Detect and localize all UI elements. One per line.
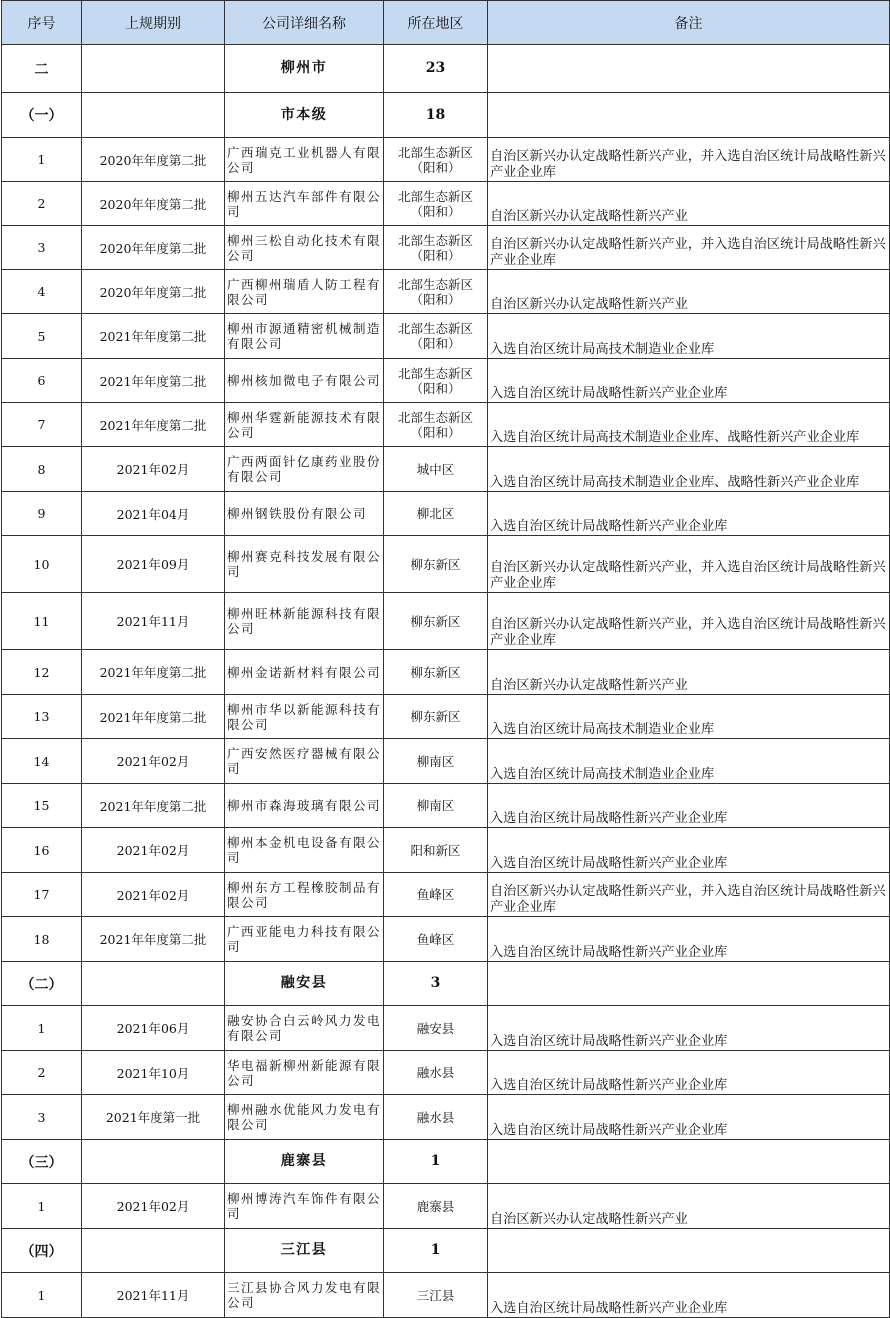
table-group-row bbox=[2, 45, 890, 93]
header-area: 所在地区 bbox=[384, 1, 488, 45]
remarks-cell: 入选自治区统计局战略性新兴产业企业库 bbox=[488, 492, 890, 536]
company-name-cell: 市本级 bbox=[225, 93, 384, 138]
serial-number-cell: 12 bbox=[2, 650, 82, 695]
period-cell: 2021年02月 bbox=[82, 447, 225, 492]
table-row bbox=[2, 138, 890, 182]
company-name-cell: 三江县协合风力发电有限公司 bbox=[225, 1273, 384, 1318]
company-name-cell: 柳州赛克科技发展有限公司 bbox=[225, 536, 384, 593]
table-row bbox=[2, 650, 890, 695]
period-cell bbox=[82, 93, 225, 138]
period-cell: 2021年年度第二批 bbox=[82, 917, 225, 962]
enterprise-table bbox=[1, 0, 890, 1318]
company-name-cell: 广西安然医疗器械有限公司 bbox=[225, 739, 384, 784]
remarks-cell: 自治区新兴办认定战略性新兴产业 bbox=[488, 270, 890, 314]
area-cell: 柳东新区 bbox=[384, 593, 488, 650]
table-group-row bbox=[2, 962, 890, 1006]
serial-number-cell: 1 bbox=[2, 1273, 82, 1318]
table-row bbox=[2, 593, 890, 650]
table-row bbox=[2, 270, 890, 314]
serial-number-cell: 7 bbox=[2, 403, 82, 447]
serial-number-cell: 18 bbox=[2, 917, 82, 962]
remarks-cell: 入选自治区统计局高技术制造业企业库、战略性新兴产业企业库 bbox=[488, 447, 890, 492]
remarks-cell: 入选自治区统计局战略性新兴产业企业库 bbox=[488, 917, 890, 962]
serial-number-cell: 5 bbox=[2, 314, 82, 359]
company-name-cell: 广西两面针亿康药业股份有限公司 bbox=[225, 447, 384, 492]
area-cell: 融水县 bbox=[384, 1051, 488, 1095]
area-cell: 1 bbox=[384, 1140, 488, 1184]
period-cell: 2021年年度第二批 bbox=[82, 403, 225, 447]
table-header bbox=[2, 1, 890, 45]
serial-number-cell: 1 bbox=[2, 138, 82, 182]
serial-number-cell: 17 bbox=[2, 873, 82, 917]
table-row bbox=[2, 536, 890, 593]
company-name-cell: 柳州本金机电设备有限公司 bbox=[225, 828, 384, 873]
area-cell: 北部生态新区（阳和） bbox=[384, 270, 488, 314]
table-group-row bbox=[2, 1229, 890, 1273]
serial-number-cell: 11 bbox=[2, 593, 82, 650]
serial-number-cell: （四） bbox=[2, 1229, 82, 1273]
area-cell: 北部生态新区（阳和） bbox=[384, 182, 488, 226]
company-name-cell: 柳州五达汽车部件有限公司 bbox=[225, 182, 384, 226]
remarks-cell bbox=[488, 1140, 890, 1184]
period-cell: 2021年02月 bbox=[82, 1184, 225, 1229]
remarks-cell bbox=[488, 45, 890, 93]
serial-number-cell: 1 bbox=[2, 1184, 82, 1229]
table-row bbox=[2, 695, 890, 739]
table-row bbox=[2, 828, 890, 873]
period-cell: 2021年年度第二批 bbox=[82, 784, 225, 828]
area-cell: 鹿寨县 bbox=[384, 1184, 488, 1229]
serial-number-cell: 2 bbox=[2, 1051, 82, 1095]
table-row bbox=[2, 226, 890, 270]
company-name-cell: 柳州核加微电子有限公司 bbox=[225, 359, 384, 403]
area-cell: 鱼峰区 bbox=[384, 917, 488, 962]
serial-number-cell: 3 bbox=[2, 226, 82, 270]
company-name-cell: 柳州东方工程橡胶制品有限公司 bbox=[225, 873, 384, 917]
serial-number-cell: 10 bbox=[2, 536, 82, 593]
company-name-cell: 广西柳州瑞盾人防工程有限公司 bbox=[225, 270, 384, 314]
company-name-cell: 柳州三松自动化技术有限公司 bbox=[225, 226, 384, 270]
header-period: 上规期别 bbox=[82, 1, 225, 45]
period-cell: 2020年年度第二批 bbox=[82, 270, 225, 314]
company-name-cell: 柳州博涛汽车饰件有限公司 bbox=[225, 1184, 384, 1229]
period-cell: 2021年11月 bbox=[82, 1273, 225, 1318]
serial-number-cell: （一） bbox=[2, 93, 82, 138]
table-group-row bbox=[2, 93, 890, 138]
area-cell: 北部生态新区（阳和） bbox=[384, 138, 488, 182]
period-cell: 2020年年度第二批 bbox=[82, 226, 225, 270]
serial-number-cell: （二） bbox=[2, 962, 82, 1006]
company-name-cell: 柳州市森海玻璃有限公司 bbox=[225, 784, 384, 828]
period-cell: 2021年10月 bbox=[82, 1051, 225, 1095]
remarks-cell bbox=[488, 962, 890, 1006]
remarks-cell: 自治区新兴办认定战略性新兴产业 bbox=[488, 182, 890, 226]
area-cell: 北部生态新区（阳和） bbox=[384, 314, 488, 359]
area-cell: 北部生态新区（阳和） bbox=[384, 226, 488, 270]
remarks-cell bbox=[488, 93, 890, 138]
remarks-cell: 入选自治区统计局战略性新兴产业企业库 bbox=[488, 784, 890, 828]
company-name-cell: 融安县 bbox=[225, 962, 384, 1006]
company-name-cell: 柳州融水优能风力发电有限公司 bbox=[225, 1095, 384, 1140]
remarks-cell: 自治区新兴办认定战略性新兴产业，并入选自治区统计局战略性新兴产业企业库 bbox=[488, 138, 890, 182]
table-row bbox=[2, 403, 890, 447]
table-row bbox=[2, 739, 890, 784]
serial-number-cell: 3 bbox=[2, 1095, 82, 1140]
serial-number-cell: 6 bbox=[2, 359, 82, 403]
table-row bbox=[2, 1184, 890, 1229]
company-name-cell: 柳州旺林新能源科技有限公司 bbox=[225, 593, 384, 650]
serial-number-cell: 9 bbox=[2, 492, 82, 536]
serial-number-cell: 8 bbox=[2, 447, 82, 492]
table-row bbox=[2, 917, 890, 962]
serial-number-cell: 15 bbox=[2, 784, 82, 828]
area-cell: 融安县 bbox=[384, 1006, 488, 1051]
area-cell: 融水县 bbox=[384, 1095, 488, 1140]
remarks-cell: 自治区新兴办认定战略性新兴产业，并入选自治区统计局战略性新兴产业企业库 bbox=[488, 536, 890, 593]
table-row bbox=[2, 314, 890, 359]
area-cell: 北部生态新区（阳和） bbox=[384, 359, 488, 403]
area-cell: 柳东新区 bbox=[384, 650, 488, 695]
remarks-cell: 入选自治区统计局战略性新兴产业企业库 bbox=[488, 1006, 890, 1051]
company-name-cell: 柳州钢铁股份有限公司 bbox=[225, 492, 384, 536]
company-name-cell: 华电福新柳州新能源有限公司 bbox=[225, 1051, 384, 1095]
table-row bbox=[2, 1095, 890, 1140]
area-cell: 18 bbox=[384, 93, 488, 138]
remarks-cell: 自治区新兴办认定战略性新兴产业 bbox=[488, 1184, 890, 1229]
company-name-cell: 柳州华霆新能源技术有限公司 bbox=[225, 403, 384, 447]
remarks-cell: 自治区新兴办认定战略性新兴产业，并入选自治区统计局战略性新兴产业企业库 bbox=[488, 226, 890, 270]
serial-number-cell: 二 bbox=[2, 45, 82, 93]
serial-number-cell: 2 bbox=[2, 182, 82, 226]
area-cell: 城中区 bbox=[384, 447, 488, 492]
area-cell: 阳和新区 bbox=[384, 828, 488, 873]
period-cell bbox=[82, 1229, 225, 1273]
period-cell: 2021年02月 bbox=[82, 828, 225, 873]
remarks-cell: 自治区新兴办认定战略性新兴产业，并入选自治区统计局战略性新兴产业企业库 bbox=[488, 873, 890, 917]
area-cell: 北部生态新区（阳和） bbox=[384, 403, 488, 447]
header-remarks: 备注 bbox=[488, 1, 890, 45]
header-company-name: 公司详细名称 bbox=[225, 1, 384, 45]
period-cell: 2020年年度第二批 bbox=[82, 138, 225, 182]
period-cell: 2021年06月 bbox=[82, 1006, 225, 1051]
period-cell: 2021年11月 bbox=[82, 593, 225, 650]
company-name-cell: 三江县 bbox=[225, 1229, 384, 1273]
period-cell: 2021年度第一批 bbox=[82, 1095, 225, 1140]
area-cell: 1 bbox=[384, 1229, 488, 1273]
serial-number-cell: 14 bbox=[2, 739, 82, 784]
area-cell: 柳南区 bbox=[384, 739, 488, 784]
company-name-cell: 广西瑞克工业机器人有限公司 bbox=[225, 138, 384, 182]
area-cell: 23 bbox=[384, 45, 488, 93]
remarks-cell: 入选自治区统计局高技术制造业企业库 bbox=[488, 739, 890, 784]
serial-number-cell: （三） bbox=[2, 1140, 82, 1184]
table-row bbox=[2, 873, 890, 917]
serial-number-cell: 16 bbox=[2, 828, 82, 873]
remarks-cell: 入选自治区统计局高技术制造业企业库 bbox=[488, 695, 890, 739]
table-row bbox=[2, 447, 890, 492]
remarks-cell: 入选自治区统计局战略性新兴产业企业库 bbox=[488, 828, 890, 873]
area-cell: 三江县 bbox=[384, 1273, 488, 1318]
period-cell: 2021年年度第二批 bbox=[82, 359, 225, 403]
table-row bbox=[2, 1273, 890, 1318]
period-cell bbox=[82, 1140, 225, 1184]
company-name-cell: 柳州市华以新能源科技有限公司 bbox=[225, 695, 384, 739]
remarks-cell: 入选自治区统计局战略性新兴产业企业库 bbox=[488, 1095, 890, 1140]
remarks-cell: 入选自治区统计局高技术制造业企业库 bbox=[488, 314, 890, 359]
company-name-cell: 柳州市 bbox=[225, 45, 384, 93]
remarks-cell: 入选自治区统计局高技术制造业企业库、战略性新兴产业企业库 bbox=[488, 403, 890, 447]
remarks-cell: 自治区新兴办认定战略性新兴产业 bbox=[488, 650, 890, 695]
table-row bbox=[2, 182, 890, 226]
period-cell: 2021年02月 bbox=[82, 873, 225, 917]
table-row bbox=[2, 1051, 890, 1095]
company-name-cell: 柳州市源通精密机械制造有限公司 bbox=[225, 314, 384, 359]
header-row bbox=[2, 1, 890, 45]
serial-number-cell: 13 bbox=[2, 695, 82, 739]
table-group-row bbox=[2, 1140, 890, 1184]
period-cell bbox=[82, 45, 225, 93]
remarks-cell: 入选自治区统计局战略性新兴产业企业库 bbox=[488, 359, 890, 403]
remarks-cell: 入选自治区统计局战略性新兴产业企业库 bbox=[488, 1273, 890, 1318]
company-name-cell: 柳州金诺新材料有限公司 bbox=[225, 650, 384, 695]
remarks-cell: 入选自治区统计局战略性新兴产业企业库 bbox=[488, 1051, 890, 1095]
period-cell: 2021年02月 bbox=[82, 739, 225, 784]
company-name-cell: 广西亚能电力科技有限公司 bbox=[225, 917, 384, 962]
remarks-cell: 自治区新兴办认定战略性新兴产业，并入选自治区统计局战略性新兴产业企业库 bbox=[488, 593, 890, 650]
area-cell: 柳南区 bbox=[384, 784, 488, 828]
header-serial-number: 序号 bbox=[2, 1, 82, 45]
area-cell: 柳东新区 bbox=[384, 695, 488, 739]
table-body bbox=[2, 45, 890, 1318]
period-cell: 2021年年度第二批 bbox=[82, 695, 225, 739]
period-cell: 2021年04月 bbox=[82, 492, 225, 536]
remarks-cell bbox=[488, 1229, 890, 1273]
period-cell: 2020年年度第二批 bbox=[82, 182, 225, 226]
period-cell: 2021年09月 bbox=[82, 536, 225, 593]
company-name-cell: 融安协合白云岭风力发电有限公司 bbox=[225, 1006, 384, 1051]
period-cell: 2021年年度第二批 bbox=[82, 314, 225, 359]
table-row bbox=[2, 784, 890, 828]
serial-number-cell: 4 bbox=[2, 270, 82, 314]
table-row bbox=[2, 359, 890, 403]
company-name-cell: 鹿寨县 bbox=[225, 1140, 384, 1184]
serial-number-cell: 1 bbox=[2, 1006, 82, 1051]
period-cell bbox=[82, 962, 225, 1006]
table-row bbox=[2, 1006, 890, 1051]
period-cell: 2021年年度第二批 bbox=[82, 650, 225, 695]
table-row bbox=[2, 492, 890, 536]
area-cell: 柳东新区 bbox=[384, 536, 488, 593]
area-cell: 3 bbox=[384, 962, 488, 1006]
area-cell: 柳北区 bbox=[384, 492, 488, 536]
area-cell: 鱼峰区 bbox=[384, 873, 488, 917]
